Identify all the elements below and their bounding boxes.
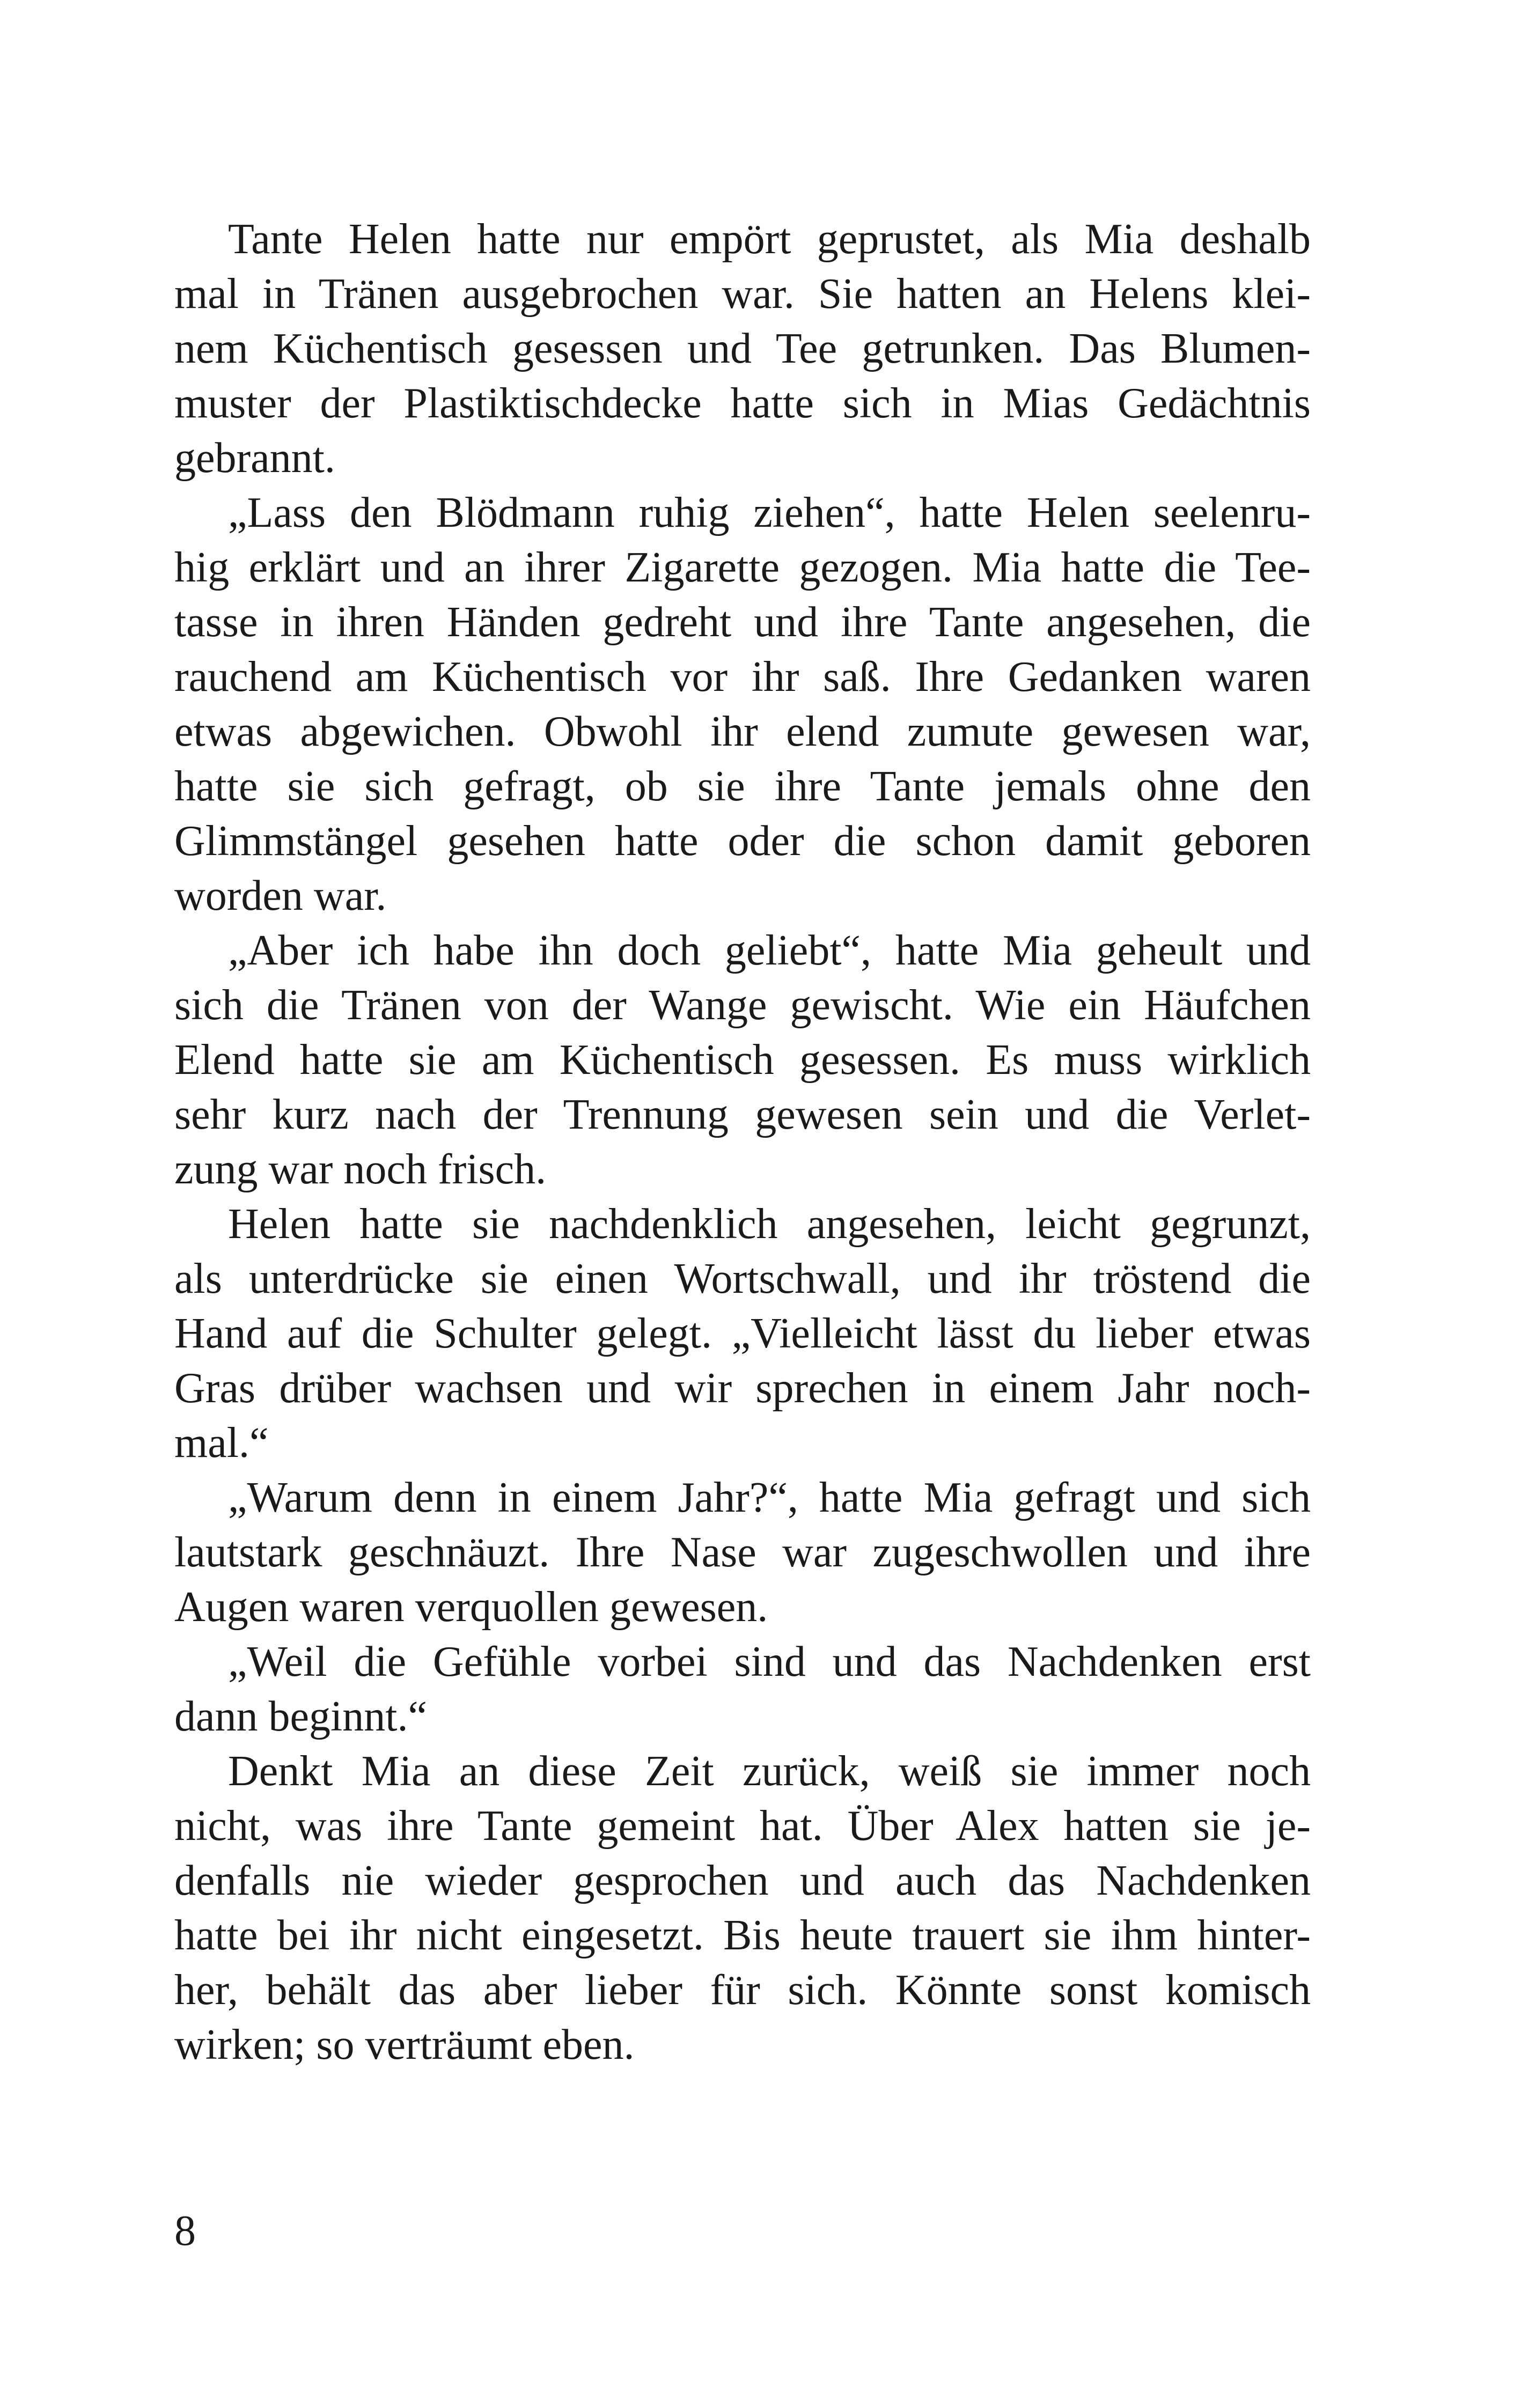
text-line: als unterdrücke sie einen Wortschwall, und ihr tröstend die	[174, 1255, 1311, 1302]
text-line: Tante Helen hatte nur empört geprustet, als Mia deshalb	[228, 216, 1311, 263]
text-line: Glimmstängel gesehen hatte oder die schon damit geboren	[174, 818, 1311, 865]
text-line: Denkt Mia an diese Zeit zurück, weiß sie immer noch	[228, 1748, 1311, 1795]
text-line: „Weil die Gefühle vorbei sind und das Nachdenken erst	[228, 1638, 1311, 1685]
text-line: sehr kurz nach der Trennung gewesen sein und die Verlet-	[174, 1091, 1311, 1138]
text-line: tasse in ihren Händen gedreht und ihre Tante angesehen, die	[174, 599, 1311, 646]
text-line: zung war noch frisch.	[174, 1146, 547, 1193]
text-line: Helen hatte sie nachdenklich angesehen, leicht gegrunzt,	[228, 1201, 1311, 1248]
text-line: Gras drüber wachsen und wir sprechen in einem Jahr noch-	[174, 1365, 1311, 1412]
text-line: nicht, was ihre Tante gemeint hat. Über Alex hatten sie je-	[174, 1802, 1311, 1850]
text-line: dann beginnt.“	[174, 1693, 427, 1740]
text-line: „Aber ich habe ihn doch geliebt“, hatte Mia geheult und	[228, 927, 1311, 974]
text-line: Elend hatte sie am Küchentisch gesessen. Es muss wirklich	[174, 1036, 1311, 1084]
page-number: 8	[174, 2207, 196, 2255]
text-line: muster der Plastiktischdecke hatte sich in Mias Gedächtnis	[174, 380, 1311, 427]
text-line: her, behält das aber lieber für sich. Könnte sonst komisch	[174, 1967, 1311, 2014]
text-line: nem Küchentisch gesessen und Tee getrunken. Das Blumen-	[174, 325, 1311, 372]
text-line: worden war.	[174, 872, 387, 919]
text-line: mal.“	[174, 1419, 269, 1467]
text-line: etwas abgewichen. Obwohl ihr elend zumute gewesen war,	[174, 708, 1311, 755]
text-line: mal in Tränen ausgebrochen war. Sie hatten an Helens klei-	[174, 270, 1311, 318]
text-line: denfalls nie wieder gesprochen und auch das Nachdenken	[174, 1857, 1311, 1904]
text-line: Hand auf die Schulter gelegt. „Vielleicht lässt du lieber etwas	[174, 1310, 1311, 1357]
text-line: hatte bei ihr nicht eingesetzt. Bis heute trauert sie ihm hinter-	[174, 1912, 1311, 1959]
text-line: „Lass den Blödmann ruhig ziehen“, hatte Helen seelenru-	[228, 489, 1311, 536]
text-line: gebrannt.	[174, 435, 335, 482]
text-line: sich die Tränen von der Wange gewischt. Wie ein Häufchen	[174, 982, 1311, 1029]
text-line: Augen waren verquollen gewesen.	[174, 1584, 768, 1631]
body-text	[174, 212, 1311, 2072]
text-line: lautstark geschnäuzt. Ihre Nase war zugeschwollen und ihre	[174, 1529, 1311, 1576]
text-line: „Warum denn in einem Jahr?“, hatte Mia gefragt und sich	[228, 1474, 1311, 1521]
text-line: rauchend am Küchentisch vor ihr saß. Ihre Gedanken waren	[174, 653, 1311, 701]
text-line: hig erklärt und an ihrer Zigarette gezogen. Mia hatte die Tee-	[174, 544, 1311, 591]
text-line: wirken; so verträumt eben.	[174, 2021, 635, 2068]
text-line: hatte sie sich gefragt, ob sie ihre Tante jemals ohne den	[174, 763, 1311, 810]
